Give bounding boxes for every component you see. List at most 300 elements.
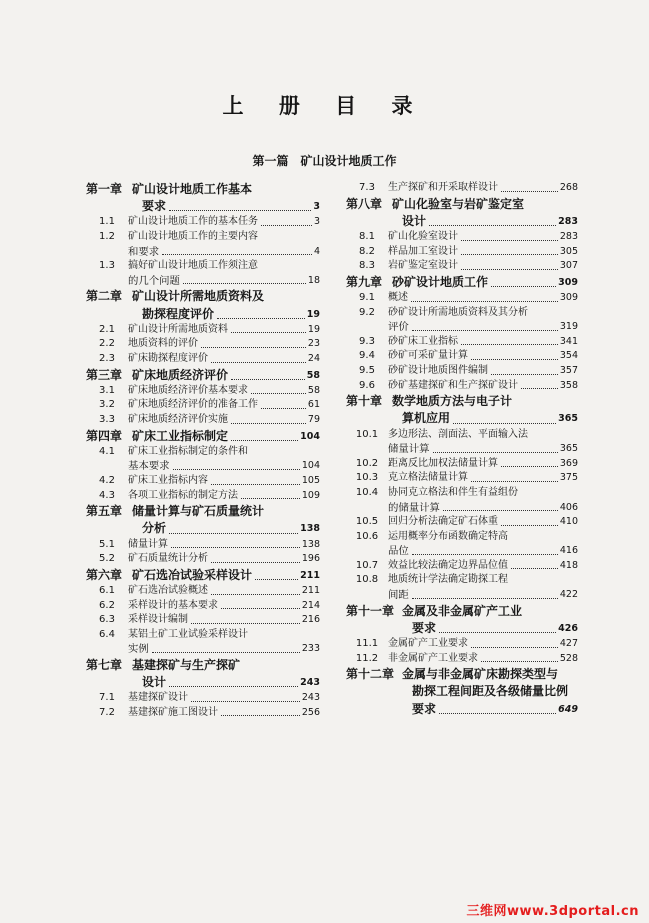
- toc-section-entry: [346, 259, 578, 274]
- page-number: 365: [558, 413, 578, 425]
- dot-leader: [491, 286, 556, 287]
- entry-number: 11.1: [355, 638, 379, 650]
- entry-number: 第四章: [86, 428, 123, 443]
- entry-title: 矿床地质经济评价基本要求: [128, 384, 248, 396]
- toc-chapter-entry: [346, 701, 578, 718]
- page-number: 369: [559, 457, 578, 469]
- entry-title: 基建探矿施工图设计: [128, 706, 218, 718]
- dot-leader: [433, 452, 558, 453]
- toc-section-entry: [86, 706, 320, 721]
- entry-number: 8.1: [359, 231, 375, 242]
- entry-number: 10.5: [355, 516, 379, 528]
- entry-title: 样品加工室设计: [388, 245, 458, 257]
- dot-leader: [221, 608, 300, 609]
- entry-title: 协同克立格法和伴生有益组份: [388, 486, 518, 498]
- dot-leader: [171, 547, 300, 548]
- entry-number: 第六章: [86, 567, 123, 582]
- page-number: 104: [300, 430, 320, 442]
- page-number: 196: [301, 553, 320, 565]
- toc-chapter-entry: [86, 567, 320, 584]
- page-number: 105: [301, 474, 320, 486]
- page-number: 211: [301, 584, 320, 596]
- entry-title: 矿石选冶试验概述: [128, 584, 208, 596]
- entry-number: 第一章: [86, 182, 123, 196]
- entry-title: 数学地质方法与电子计: [392, 394, 513, 409]
- entry-number: 6.1: [99, 584, 115, 596]
- dot-leader: [191, 701, 300, 702]
- entry-number: 第五章: [86, 504, 123, 519]
- dot-leader: [217, 318, 305, 319]
- entry-number: 10.8: [355, 574, 379, 586]
- toc-chapter-entry: [346, 683, 578, 700]
- dot-leader: [152, 652, 300, 653]
- entry-title: 矿床勘探程度评价: [128, 352, 208, 364]
- page-number: 19: [307, 323, 320, 335]
- entry-title: 金属矿产工业要求: [388, 638, 468, 650]
- toc-section-entry: [346, 501, 578, 516]
- entry-title: 运用概率分布函数确定特高: [388, 530, 508, 542]
- toc-section-entry: [346, 364, 578, 379]
- entry-number: 10.6: [355, 530, 379, 542]
- entry-title: 分析: [142, 521, 167, 536]
- entry-title: 基建探矿设计: [128, 692, 188, 704]
- toc-section-entry: [346, 530, 578, 545]
- dot-leader: [511, 568, 558, 569]
- entry-title: 砂矿设计地质图件编制: [388, 364, 488, 376]
- entry-title: 实例: [128, 643, 149, 656]
- dot-leader: [173, 469, 300, 470]
- toc-section-entry: [346, 573, 578, 588]
- entry-number: 6.2: [99, 599, 115, 611]
- entry-number: 第九章: [346, 274, 383, 289]
- dot-leader: [521, 388, 558, 389]
- toc-section-entry: [86, 413, 320, 428]
- entry-title: 矿床工业指标内容: [128, 474, 208, 486]
- entry-title: 概述: [388, 291, 408, 303]
- entry-number: 10.2: [355, 457, 379, 469]
- entry-number: 9.1: [359, 291, 375, 303]
- entry-number: 10.1: [355, 428, 379, 440]
- dot-leader: [241, 498, 300, 499]
- page-number: 268: [559, 182, 578, 193]
- toc-chapter-entry: [346, 274, 578, 291]
- toc-section-entry: [86, 274, 320, 289]
- page-number: 19: [306, 308, 320, 320]
- entry-number: 3.2: [99, 399, 115, 411]
- dot-leader: [411, 301, 558, 302]
- dot-leader: [491, 374, 558, 375]
- page-number: 375: [559, 472, 578, 484]
- toc-section-entry: [86, 230, 320, 245]
- dot-leader: [231, 440, 298, 441]
- toc-section-entry: [346, 486, 578, 501]
- page-number: 138: [300, 523, 320, 535]
- page-number: 528: [559, 652, 578, 664]
- toc-section-entry: [346, 544, 578, 559]
- dot-leader: [471, 481, 558, 482]
- page-number: 138: [301, 538, 320, 550]
- dot-leader: [461, 254, 558, 255]
- dot-leader: [169, 533, 298, 534]
- page-number: 24: [307, 352, 320, 364]
- toc-section-entry: [346, 515, 578, 530]
- page-number: 406: [559, 501, 578, 513]
- page-number: 58: [307, 384, 320, 396]
- toc-section-entry: [86, 398, 320, 413]
- dot-leader: [412, 330, 558, 331]
- entry-title: 储量计算与矿石质量统计: [132, 504, 265, 519]
- entry-title: 砂矿设计所需地质资料及其分析: [388, 306, 528, 318]
- entry-title: 勘探工程间距及各级储量比例: [412, 684, 569, 699]
- dot-leader: [191, 623, 300, 624]
- toc-section-entry: [86, 245, 320, 260]
- dot-leader: [501, 466, 558, 467]
- page-number: 58: [306, 369, 320, 381]
- dot-leader: [453, 423, 556, 424]
- entry-number: 1.2: [99, 231, 115, 242]
- entry-title: 矿石质量统计分析: [128, 553, 208, 565]
- entry-number: 4.2: [99, 474, 115, 486]
- page-number: 283: [558, 215, 578, 227]
- dot-leader: [461, 269, 558, 270]
- entry-number: 9.5: [359, 364, 375, 376]
- toc-section-entry: [86, 538, 320, 553]
- entry-number: 3.3: [99, 413, 115, 425]
- dot-leader: [471, 359, 558, 360]
- page-number: 416: [559, 545, 578, 557]
- entry-title: 算机应用: [402, 411, 451, 426]
- toc-section-entry: [86, 459, 320, 474]
- page-number: 319: [559, 321, 578, 333]
- page-number: 211: [300, 569, 320, 581]
- entry-number: 10.4: [355, 486, 379, 498]
- toc-chapter-entry: [86, 181, 320, 198]
- dot-leader: [211, 562, 300, 563]
- entry-number: 9.4: [359, 350, 375, 362]
- entry-title: 矿石选冶试验采样设计: [132, 567, 253, 582]
- entry-title: 矿山设计地质工作的主要内容: [128, 231, 258, 242]
- toc-section-entry: [86, 552, 320, 567]
- dot-leader: [461, 344, 558, 345]
- toc-section-entry: [346, 428, 578, 443]
- entry-title: 基建探矿与生产探矿: [132, 657, 241, 672]
- toc-section-entry: [86, 691, 320, 706]
- page-number: 410: [559, 516, 578, 528]
- dot-leader: [471, 647, 558, 648]
- toc-section-entry: [86, 584, 320, 599]
- dot-leader: [429, 225, 556, 226]
- entry-number: 5.1: [99, 538, 115, 550]
- entry-number: 3.1: [99, 384, 115, 396]
- entry-title: 要求: [412, 620, 437, 635]
- dot-leader: [261, 225, 312, 226]
- page-number: 422: [559, 589, 578, 601]
- toc-section-entry: [86, 259, 320, 274]
- entry-title: 非金属矿产工业要求: [388, 652, 478, 664]
- toc-section-entry: [346, 559, 578, 574]
- page-number: 61: [307, 399, 320, 411]
- entry-title: 砂矿床工业指标: [388, 335, 458, 347]
- toc-section-entry: [346, 245, 578, 260]
- toc-chapter-entry: [86, 674, 320, 691]
- entry-number: 5.2: [99, 553, 115, 565]
- entry-number: 9.2: [359, 306, 375, 318]
- part-heading: [0, 152, 649, 169]
- dot-leader: [443, 510, 558, 511]
- dot-leader: [169, 210, 311, 211]
- entry-title: 的储量计算: [388, 501, 440, 514]
- entry-title: 和要求: [128, 245, 160, 258]
- page-title: 上 册 目 录: [222, 94, 427, 118]
- toc-chapter-entry: [346, 666, 578, 683]
- toc-chapter-entry: [86, 288, 320, 305]
- toc-section-entry: [346, 320, 578, 335]
- entry-number: 4.1: [99, 445, 115, 457]
- entry-number: 1.1: [99, 216, 115, 228]
- entry-title: 的几个问题: [128, 274, 180, 287]
- page-number: 104: [301, 460, 320, 472]
- entry-title: 矿山化验室设计: [388, 231, 458, 242]
- part-number: 第一篇: [252, 154, 289, 168]
- entry-number: 第十章: [346, 394, 383, 409]
- entry-number: 6.4: [99, 628, 115, 640]
- page-number: 3: [313, 216, 320, 228]
- page-number: 309: [558, 276, 578, 288]
- entry-number: 7.2: [99, 706, 115, 718]
- entry-number: 10.3: [355, 472, 379, 484]
- dot-leader: [255, 579, 298, 580]
- toc-section-entry: [346, 379, 578, 394]
- dot-leader: [211, 484, 300, 485]
- dot-leader: [221, 715, 300, 716]
- page-number: 233: [301, 643, 320, 655]
- entry-title: 回归分析法确定矿石体重: [388, 516, 498, 528]
- entry-number: 8.2: [359, 245, 375, 257]
- toc-chapter-entry: [346, 196, 578, 213]
- page-number: 357: [559, 364, 578, 376]
- entry-title: 设计: [402, 213, 427, 228]
- dot-leader: [211, 594, 300, 595]
- toc-chapter-entry: [86, 367, 320, 384]
- entry-title: 距离反比加权法储量计算: [388, 457, 498, 469]
- toc-chapter-entry: [86, 198, 320, 215]
- dot-leader: [439, 632, 556, 633]
- dot-leader: [231, 332, 306, 333]
- page-number: 341: [559, 335, 578, 347]
- page-number: 214: [301, 599, 320, 611]
- entry-number: 9.3: [359, 335, 375, 347]
- entry-number: 11.2: [355, 652, 379, 664]
- toc-section-entry: [346, 291, 578, 306]
- dot-leader: [231, 379, 305, 380]
- entry-title: 效益比较法确定边界品位值: [388, 559, 508, 571]
- toc-chapter-entry: [346, 410, 578, 427]
- toc-section-entry: [346, 181, 578, 196]
- entry-title: 某铝土矿工业试验采样设计: [128, 628, 248, 640]
- toc-section-entry: [86, 599, 320, 614]
- toc-right-column: [346, 181, 578, 718]
- watermark: 三维网www.3dportal.cn: [466, 904, 639, 919]
- entry-number: 7.1: [99, 692, 115, 704]
- toc-section-entry: [86, 474, 320, 489]
- page-number: 18: [307, 274, 320, 286]
- page-number: 283: [559, 231, 578, 242]
- entry-number: 第八章: [346, 196, 383, 211]
- dot-leader: [439, 713, 556, 714]
- toc-chapter-entry: [346, 213, 578, 230]
- dot-leader: [501, 525, 558, 526]
- entry-title: 矿床工业指标制定: [132, 428, 229, 443]
- entry-title: 采样设计编制: [128, 614, 188, 626]
- toc-section-entry: [86, 613, 320, 628]
- dot-leader: [481, 661, 558, 662]
- toc-section-entry: [346, 652, 578, 667]
- entry-title: 地质统计学法确定勘探工程: [388, 574, 508, 586]
- entry-title: 金属及非金属矿产工业: [402, 603, 523, 618]
- page-number: 427: [559, 638, 578, 650]
- entry-number: 第二章: [86, 289, 123, 304]
- entry-title: 地质资料的评价: [128, 338, 198, 350]
- entry-number: 第十二章: [346, 667, 395, 682]
- entry-number: 9.6: [359, 379, 375, 391]
- toc-section-entry: [346, 335, 578, 350]
- page-number: 3: [313, 201, 320, 213]
- toc-section-entry: [86, 489, 320, 504]
- entry-number: 8.3: [359, 260, 375, 272]
- entry-title: 矿山设计所需地质资料及: [132, 289, 265, 304]
- part-title: 矿山设计地质工作: [300, 154, 397, 168]
- entry-title: 储量计算: [128, 538, 168, 550]
- page-number: 305: [559, 245, 578, 257]
- toc-section-entry: [346, 637, 578, 652]
- entry-title: 设计: [142, 675, 167, 690]
- toc-section-entry: [86, 642, 320, 657]
- entry-title: 生产探矿和开采取样设计: [388, 182, 498, 193]
- toc-section-entry: [86, 628, 320, 643]
- toc-section-entry: [86, 337, 320, 352]
- dot-leader: [501, 191, 558, 192]
- dot-leader: [183, 283, 306, 284]
- page-number: 256: [301, 706, 320, 718]
- page-number: 243: [300, 677, 320, 689]
- page-number: 354: [559, 350, 578, 362]
- dot-leader: [412, 598, 558, 599]
- toc-section-entry: [346, 349, 578, 364]
- dot-leader: [162, 254, 312, 255]
- toc-section-entry: [86, 215, 320, 230]
- page-number: 307: [559, 260, 578, 272]
- toc-section-entry: [346, 457, 578, 472]
- entry-title: 克立格法储量计算: [388, 472, 468, 484]
- dot-leader: [169, 686, 298, 687]
- entry-number: 第十一章: [346, 603, 395, 618]
- toc-section-entry: [86, 323, 320, 338]
- dot-leader: [231, 423, 306, 424]
- entry-title: 矿床地质经济评价实施: [128, 413, 228, 425]
- toc-section-entry: [346, 442, 578, 457]
- entry-title: 要求: [142, 199, 167, 214]
- entry-title: 评价: [388, 321, 409, 334]
- page-number: 216: [301, 614, 320, 626]
- entry-title: 多边形法、剖面法、平面输入法: [388, 428, 528, 440]
- entry-number: 2.3: [99, 352, 115, 364]
- toc-section-entry: [346, 471, 578, 486]
- entry-title: 间距: [388, 589, 409, 602]
- toc-section-entry: [346, 588, 578, 603]
- entry-title: 矿床工业指标制定的条件和: [128, 445, 248, 457]
- entry-title: 搞好矿山设计地质工作须注意: [128, 260, 258, 272]
- toc-chapter-entry: [86, 657, 320, 674]
- page-number: 649: [558, 703, 578, 715]
- entry-number: 第七章: [86, 657, 123, 672]
- toc-section-entry: [86, 384, 320, 399]
- page-number: 418: [559, 559, 578, 571]
- entry-title: 矿床地质经济评价的准备工作: [128, 399, 258, 411]
- dot-leader: [211, 362, 306, 363]
- entry-title: 矿山设计地质工作的基本任务: [128, 216, 258, 228]
- entry-title: 砂矿基建探矿和生产探矿设计: [388, 379, 518, 391]
- toc-chapter-entry: [346, 603, 578, 620]
- entry-title: 品位: [388, 545, 409, 558]
- page-number: 23: [307, 338, 320, 350]
- entry-title: 金属与非金属矿床勘探类型与: [402, 667, 559, 682]
- toc-section-entry: [86, 352, 320, 367]
- entry-number: 7.3: [359, 182, 375, 193]
- page-number: 4: [313, 245, 320, 257]
- page-number: 309: [559, 291, 578, 303]
- dot-leader: [251, 393, 306, 394]
- entry-title: 矿床地质经济评价: [132, 367, 229, 382]
- entry-title: 各项工业指标的制定方法: [128, 489, 238, 501]
- entry-title: 储量计算: [388, 443, 430, 456]
- entry-number: 10.7: [355, 559, 379, 571]
- toc-chapter-entry: [346, 393, 578, 410]
- entry-title: 矿山设计地质工作基本: [132, 182, 253, 196]
- entry-number: 1.3: [99, 260, 115, 272]
- entry-number: 4.3: [99, 489, 115, 501]
- toc-chapter-entry: [86, 428, 320, 445]
- dot-leader: [261, 408, 306, 409]
- entry-title: 砂矿设计地质工作: [392, 274, 489, 289]
- entry-number: 6.3: [99, 614, 115, 626]
- page-number: 79: [307, 413, 320, 425]
- page-number: 243: [301, 692, 320, 704]
- toc-chapter-entry: [86, 306, 320, 323]
- toc-chapter-entry: [86, 503, 320, 520]
- page-number: 358: [559, 379, 578, 391]
- dot-leader: [201, 347, 306, 348]
- page-number: 426: [558, 622, 578, 634]
- entry-number: 2.1: [99, 323, 115, 335]
- entry-title: 要求: [412, 701, 437, 716]
- page-number: 365: [559, 443, 578, 455]
- entry-title: 矿山化验室与岩矿鉴定室: [392, 196, 525, 211]
- dot-leader: [412, 554, 558, 555]
- toc-chapter-entry: [346, 620, 578, 637]
- entry-number: 2.2: [99, 338, 115, 350]
- toc-section-entry: [346, 306, 578, 321]
- entry-number: 第三章: [86, 367, 123, 382]
- toc-left-column: [86, 181, 320, 720]
- page-number: 109: [301, 489, 320, 501]
- toc-section-entry: [346, 230, 578, 245]
- toc-section-entry: [86, 445, 320, 460]
- entry-title: 基本要求: [128, 460, 170, 473]
- entry-title: 岩矿鉴定室设计: [388, 260, 458, 272]
- entry-title: 采样设计的基本要求: [128, 599, 218, 611]
- entry-title: 矿山设计所需地质资料: [128, 323, 228, 335]
- entry-title: 砂矿可采矿量计算: [388, 350, 468, 362]
